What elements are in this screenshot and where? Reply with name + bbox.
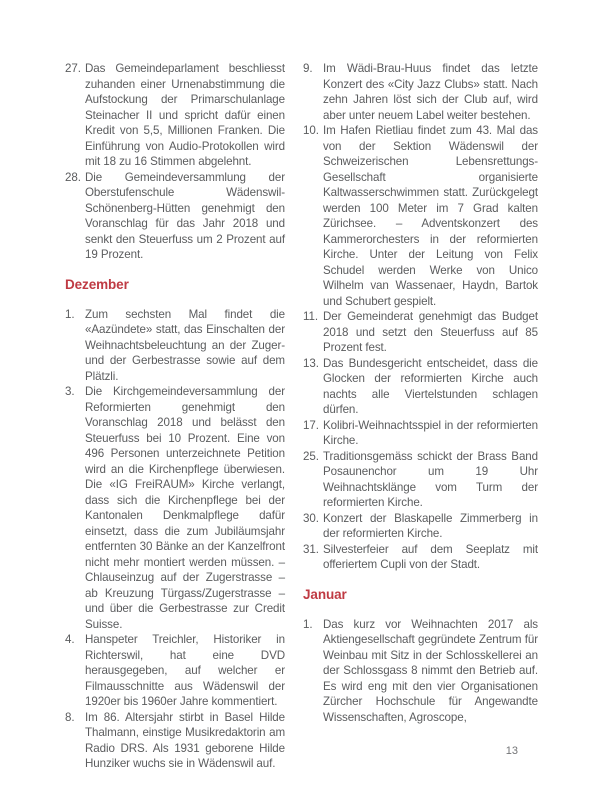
item-text: Im Hafen Rietliau findet zum 43. Mal das von der Sektion Wädenswil der Schweizerischen Lebensrettungs-Gesellschaft organisierte Kaltwasserschwimmen statt. Zurückgelegt werden 100 Meter im 7 Grad kalten Zürichsee. – Adventskonzert des Kammerorchesters in der reformierten Kirche. Unter der Leitung von Felix Schudel werden Werke von Unico Wilhelm van Wassenaer, Haydn, Bartok und Schubert gespielt. (323, 124, 538, 308)
item-text: Das Bundesgericht entscheidet, dass die Glocken der reformierten Kirche auch nachts alle Viertelstunden schlagen dürfen. (323, 356, 538, 416)
chronicle-item (65, 710, 285, 772)
item-text: Konzert der Blaskapelle Zimmerberg in der reformierten Kirche. (323, 511, 538, 540)
chronicle-item (303, 61, 538, 123)
item-number: 31. (303, 542, 319, 556)
month-heading: Dezember (65, 276, 129, 292)
chronicle-item (65, 61, 285, 170)
chronicle-item (65, 307, 285, 385)
chronicle-item (65, 384, 285, 632)
item-text: Die Gemeindeversammlung der Oberstufenschule Wädenswil-Schönenberg-Hütten genehmigt den Voranschlag für das Jahr 2018 und senkt den Steuerfuss um 2 Prozent auf 19 Prozent. (85, 170, 285, 261)
column-right (303, 61, 538, 772)
item-text: Silvesterfeier auf dem Seeplatz mit offeriertem Cupli von der Stadt. (323, 542, 538, 571)
month-heading: Januar (303, 586, 347, 602)
item-number: 13. (303, 356, 319, 370)
chronicle-item (303, 617, 538, 726)
item-text: Hanspeter Treichler, Historiker in Richterswil, hat eine DVD herausgegeben, auf welcher er Filmausschnitte aus Wädenswil der 1920er bis 1960er Jahre kommentiert. (85, 633, 285, 708)
item-number: 11. (303, 310, 318, 323)
chronicle-item (303, 123, 538, 309)
page-number: 13 (505, 745, 518, 757)
item-number: 1. (303, 617, 313, 631)
item-number: 17. (303, 418, 319, 432)
chronicle-item (303, 511, 538, 542)
item-text: Das Gemeindeparlament beschliesst zuhanden einer Urnenabstimmung die Aufstockung der Primarschulanlage Steinacher II und spricht dafür einen Kredit von 5,5, Millionen Franken. Die Einführung von Audio-Protokollen wird mit 18 zu 16 Stimmen abgelehnt. (85, 62, 285, 168)
item-number: 25. (303, 449, 319, 463)
item-number: 28. (65, 170, 81, 184)
item-text: Die Kirchgemeindeversammlung der Reformierten genehmigt den Voranschlag 2018 und belässt den Steuerfuss bei 10 Prozent. Eine von 496 Personen unterzeichnete Petition wird an die Kirchenpflege überwiesen. Die «IG FreiRAUM» Kirche verlangt, dass sich die Kirchenpflege bei der Kantonalen Denkmalpflege dafür einsetzt, dass die zum Jubiläumsjahr entfernten 30 Bänke an der Kanzelfront nicht mehr montiert werden müssen. – Chlauseinzug auf der Zugerstrasse – ab Kreuzung Türgass/Zugerstrasse – und über die Gerbestrasse zur Credit Suisse. (85, 385, 285, 631)
item-text: Das kurz vor Weihnachten 2017 als Aktiengesellschaft gegründete Zentrum für Weinbau mit Sitz in der Schlosskellerei an der Schlossgass 8 nimmt den Betrieb auf. Es wird eng mit den vier Organisationen Zürcher Hochschule für Angewandte Wissenschaften, Agroscope, (323, 617, 538, 724)
chronicle-item (65, 170, 285, 263)
item-number: 10. (303, 124, 319, 137)
item-number: 3. (65, 385, 75, 398)
item-number: 30. (303, 511, 319, 525)
chronicle-item (303, 449, 538, 511)
chronicle-item (303, 356, 538, 418)
chronicle-item (303, 418, 538, 449)
item-number: 8. (65, 710, 75, 724)
item-number: 4. (65, 633, 75, 646)
item-text: Im Wädi-Brau-Huus findet das letzte Konzert des «City Jazz Clubs» statt. Nach zehn Jahren löst sich der Club auf, wird aber unter neuem Label weiter bestehen. (323, 62, 538, 122)
item-text: Zum sechsten Mal findet die «Aazündete» statt, das Einschalten der Weihnachtsbeleuchtung an der Zuger- und der Gerbestrasse sowie auf dem Plätzli. (85, 307, 285, 383)
chronicle-item (303, 542, 538, 573)
item-text: Kolibri-Weihnachtsspiel in der reformierten Kirche. (323, 418, 538, 447)
item-text: Im 86. Altersjahr stirbt in Basel Hilde Thalmann, einstige Musikredaktorin am Radio DRS. Als 1931 geborene Hilde Hunziker wuchs sie in Wädenswil auf. (85, 710, 285, 770)
item-text: Der Gemeinderat genehmigt das Budget 2018 und setzt den Steuerfuss auf 85 Prozent fest. (323, 310, 538, 354)
chronicle-item (303, 309, 538, 356)
item-number: 1. (65, 307, 75, 321)
chronicle-item (65, 632, 285, 710)
text-columns (65, 61, 538, 772)
item-text: Traditionsgemäss schickt der Brass Band Posaunenchor um 19 Uhr Weihnachtsklänge vom Turm der reformierten Kirche. (323, 449, 538, 509)
item-number: 9. (303, 62, 313, 75)
item-number: 27. (65, 62, 81, 75)
column-left (65, 61, 285, 772)
